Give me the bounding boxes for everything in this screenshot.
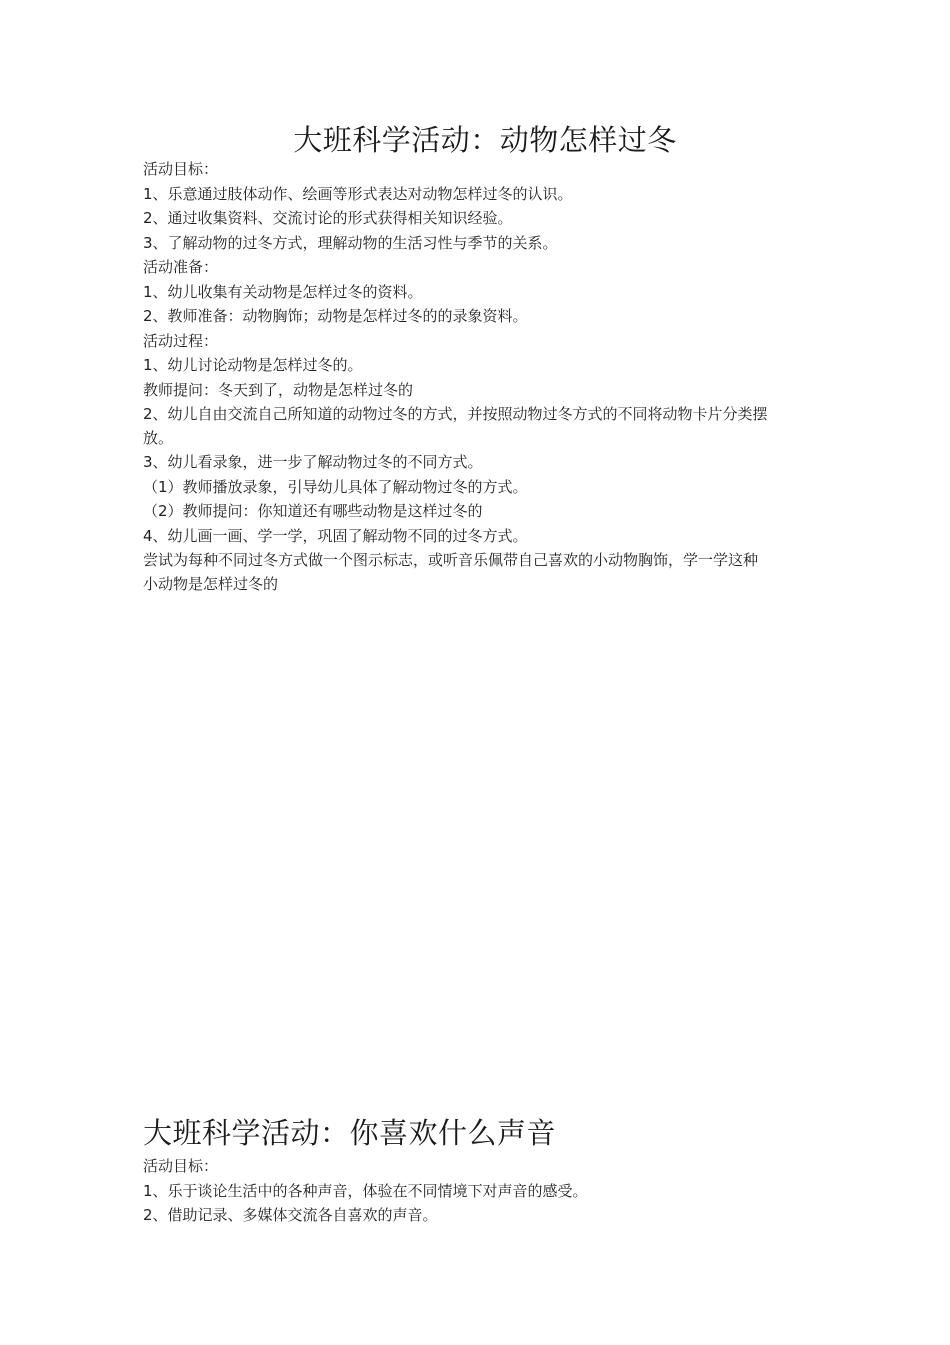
page-title-sounds: 大班科学活动：你喜欢什么声音 — [143, 1116, 557, 1150]
process-item: 4、幼儿画一画、学一学，巩固了解动物不同的过冬方式。 — [143, 526, 528, 545]
goal-item: 3、了解动物的过冬方式，理解动物的生活习性与季节的关系。 — [143, 233, 558, 252]
process-subitem: （2）教师提问：你知道还有哪些动物是这样过冬的 — [143, 502, 483, 520]
section-heading-goals: 活动目标： — [143, 160, 219, 178]
process-item: 3、幼儿看录象，进一步了解动物过冬的不同方式。 — [143, 453, 483, 471]
goal-item: 2、借助记录、多媒体交流各自喜欢的声音。 — [143, 1206, 438, 1224]
process-subitem: （1）教师播放录象，引导幼儿具体了解动物过冬的方式。 — [143, 477, 528, 496]
preparation-item: 2、教师准备：动物胸饰；动物是怎样过冬的的录象资料。 — [143, 307, 528, 325]
process-item: 教师提问：冬天到了，动物是怎样过冬的 — [143, 380, 414, 399]
process-item: 2、幼儿自由交流自己所知道的动物过冬的方式，并按照动物过冬方式的不同将动物卡片分类摆放。 — [143, 405, 768, 447]
preparation-item: 1、幼儿收集有关动物是怎样过冬的资料。 — [143, 282, 423, 301]
section-heading-goals: 活动目标： — [143, 1157, 219, 1175]
process-item: 尝试为每种不同过冬方式做一个图示标志，或听音乐佩带自己喜欢的小动物胸饰，学一学这种小动物是怎样过冬的 — [143, 551, 759, 593]
activity-plan-animals-winter — [143, 157, 768, 596]
section-heading-process: 活动过程： — [143, 331, 219, 350]
section-heading-preparation: 活动准备： — [143, 258, 219, 276]
page-title-animals-winter: 大班科学活动：动物怎样过冬 — [293, 123, 677, 157]
process-item: 1、幼儿讨论动物是怎样过冬的。 — [143, 356, 363, 374]
goal-item: 2、通过收集资料、交流讨论的形式获得相关知识经验。 — [143, 209, 513, 227]
goal-item: 1、乐意通过肢体动作、绘画等形式表达对动物怎样过冬的认识。 — [143, 184, 573, 203]
goal-item: 1、乐于谈论生活中的各种声音，体验在不同情境下对声音的感受。 — [143, 1181, 588, 1200]
activity-plan-sounds — [143, 1154, 768, 1228]
